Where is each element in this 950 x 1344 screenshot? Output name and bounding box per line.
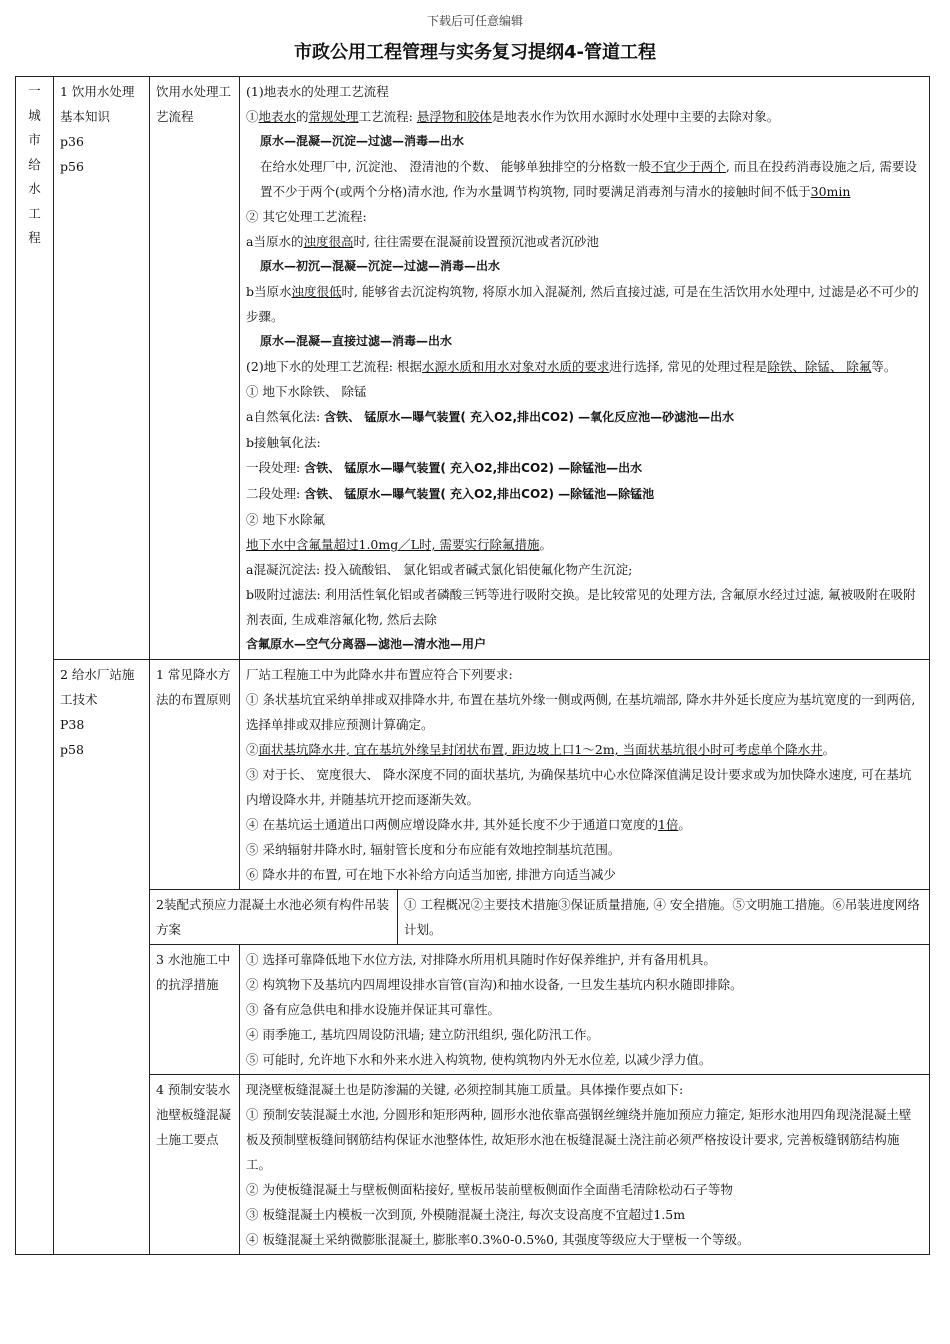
table-row	[16, 660, 930, 890]
subtopic-cell: 2装配式预应力混凝土水池必须有构件吊装方案	[150, 890, 398, 945]
content-cell: (1)地表水的处理工艺流程 ①地表水的常规处理工艺流程: 悬浮物和胶体是地表水作为饮用水源时水处理中主要的去除对象。 原水—混凝—沉淀—过滤—消毒—出水 在给水处理厂中, 沉淀池、 澄清池的个数、 能够单独排空的分格数一般不宜少于两个, 而且在投药消毒设施之后, 需要设置不少于两个(或两个分格)清水池, 作为水量调节构筑物, 同时要满足消毒剂与清水的接触时间不低于30min ② 其它处理工艺流程: a当原水的浊度很高时, 往往需要在混凝前设置预沉池或者沉砂池 原水—初沉—混凝—沉淀—过滤—消毒—出水 b当原水浊度很低时, 能够省去沉淀构筑物, 将原水加入混凝剂, 然后直接过滤, 可是在生活饮用水处理中, 过滤是必不可少的步骤。 原水—混凝—直接过滤—消毒—出水 (2)地下水的处理工艺流程: 根据水源水质和用水对象对水质的要求进行选择, 常见的处理过程是除铁、除锰、 除氟等。 ① 地下水除铁、 除锰 a自然氧化法: 含铁、 锰原水—曝气装置( 充入O2,排出CO2) —氧化反应池—砂滤池—出水 b接触氧化法: 一段处理: 含铁、 锰原水—曝气装置( 充入O2,排出CO2) —除锰池—出水 二段处理: 含铁、 锰原水—曝气装置( 充入O2,排出CO2) —除锰池—除锰池 ② 地下水除氟 地下水中含氟量超过1.0mg／L时, 需要实行除氟措施。 a混凝沉淀法: 投入硫酸铝、 氯化铝或者碱式氯化铝使氟化物产生沉淀; b吸附过滤法: 利用活性氧化铝或者磷酸三钙等进行吸附交换。是比较常见的处理方法, 含氟原水经过过滤, 氟被吸附在吸附剂表面, 生成难溶氟化物, 然后去除 含氟原水—空气分离器—滤池—清水池—用户	[240, 77, 930, 660]
topic-cell: 1 饮用水处理基本知识 p36 p56	[54, 77, 150, 660]
header-note: 下载后可任意编辑	[426, 14, 523, 28]
topic-cell: 2 给水厂站施工技术 P38 p58	[54, 660, 150, 1255]
table-row	[16, 890, 930, 945]
content-cell: 厂站工程施工中为此降水井布置应符合下列要求: ① 条状基坑宜采纳单排或双排降水井, 布置在基坑外缘一侧或两侧, 在基坑端部, 降水井外延长度应为基坑宽度的一到两倍, 选择单排或双排应预测计算确定。 ②面状基坑降水井, 宜在基坑外缘呈封闭状布置, 距边坡上口1～2m, 当面状基坑很小时可考虑单个降水井。 ③ 对于长、 宽度很大、 降水深度不同的面状基坑, 为确保基坑中心水位降深值满足设计要求或为加快降水速度, 可在基坑内增设降水井, 并随基坑开挖而逐渐失效。 ④ 在基坑运土通道出口两侧应增设降水井, 其外延长度不少于通道口宽度的1倍。 ⑤ 采纳辐射井降水时, 辐射管长度和分布应能有效地控制基坑范围。 ⑥ 降水井的布置, 可在地下水补给方向适当加密, 排泄方向适当减少	[240, 660, 930, 890]
subtopic-cell: 4 预制安装水池壁板缝混凝土施工要点	[150, 1075, 240, 1255]
content-cell: ① 工程概况②主要技术措施③保证质量措施, ④ 安全措施。⑤文明施工措施。⑥吊装进度网络计划。	[398, 890, 930, 945]
table-row	[16, 945, 930, 1075]
table-row	[16, 1075, 930, 1255]
subtopic-cell: 1 常见降水方法的布置原则	[150, 660, 240, 890]
table-row	[16, 77, 930, 660]
subtopic-cell: 3 水池施工中的抗浮措施	[150, 945, 240, 1075]
content-cell: 现浇壁板缝混凝土也是防渗漏的关键, 必须控制其施工质量。具体操作要点如下: ① 预制安装混凝土水池, 分圆形和矩形两种, 圆形水池依靠高强钢丝缠绕并施加预应力箍定, 矩形水池用四角现浇混凝土壁板及预制壁板缝间钢筋结构保证水池整体性, 故矩形水池在板缝混凝土浇注前必须严格按设计要求, 完善板缝钢筋结构施工。 ② 为使板缝混凝土与壁板侧面粘接好, 壁板吊装前壁板侧面作全面凿毛清除松动石子等物 ③ 板缝混凝土内模板一次到顶, 外模随混凝土浇注, 每次支设高度不宜超过1.5m ④ 板缝混凝土采纳微膨胀混凝土, 膨胀率0.3%0-0.5%0, 其强度等级应大于壁板一个等级。	[240, 1075, 930, 1255]
content-cell: ① 选择可靠降低地下水位方法, 对排降水所用机具随时作好保养维护, 并有备用机具。 ② 构筑物下及基坑内四周埋设排水盲管(盲沟)和抽水设备, 一旦发生基坑内积水随即排除。 ③ 备有应急供电和排水设施并保证其可靠性。 ④ 雨季施工, 基坑四周设防汛墙; 建立防汛组织, 强化防汛工作。 ⑤ 可能时, 允许地下水和外来水进入构筑物, 使构筑物内外无水位差, 以减少浮力值。	[240, 945, 930, 1075]
outline-table	[15, 76, 930, 1255]
subtopic-cell: 饮用水处理工艺流程	[150, 77, 240, 660]
page-title: 市政公用工程管理与实务复习提纲4-管道工程	[294, 42, 656, 63]
section-label: 一 城 市 给 水 工 程	[16, 77, 54, 1255]
